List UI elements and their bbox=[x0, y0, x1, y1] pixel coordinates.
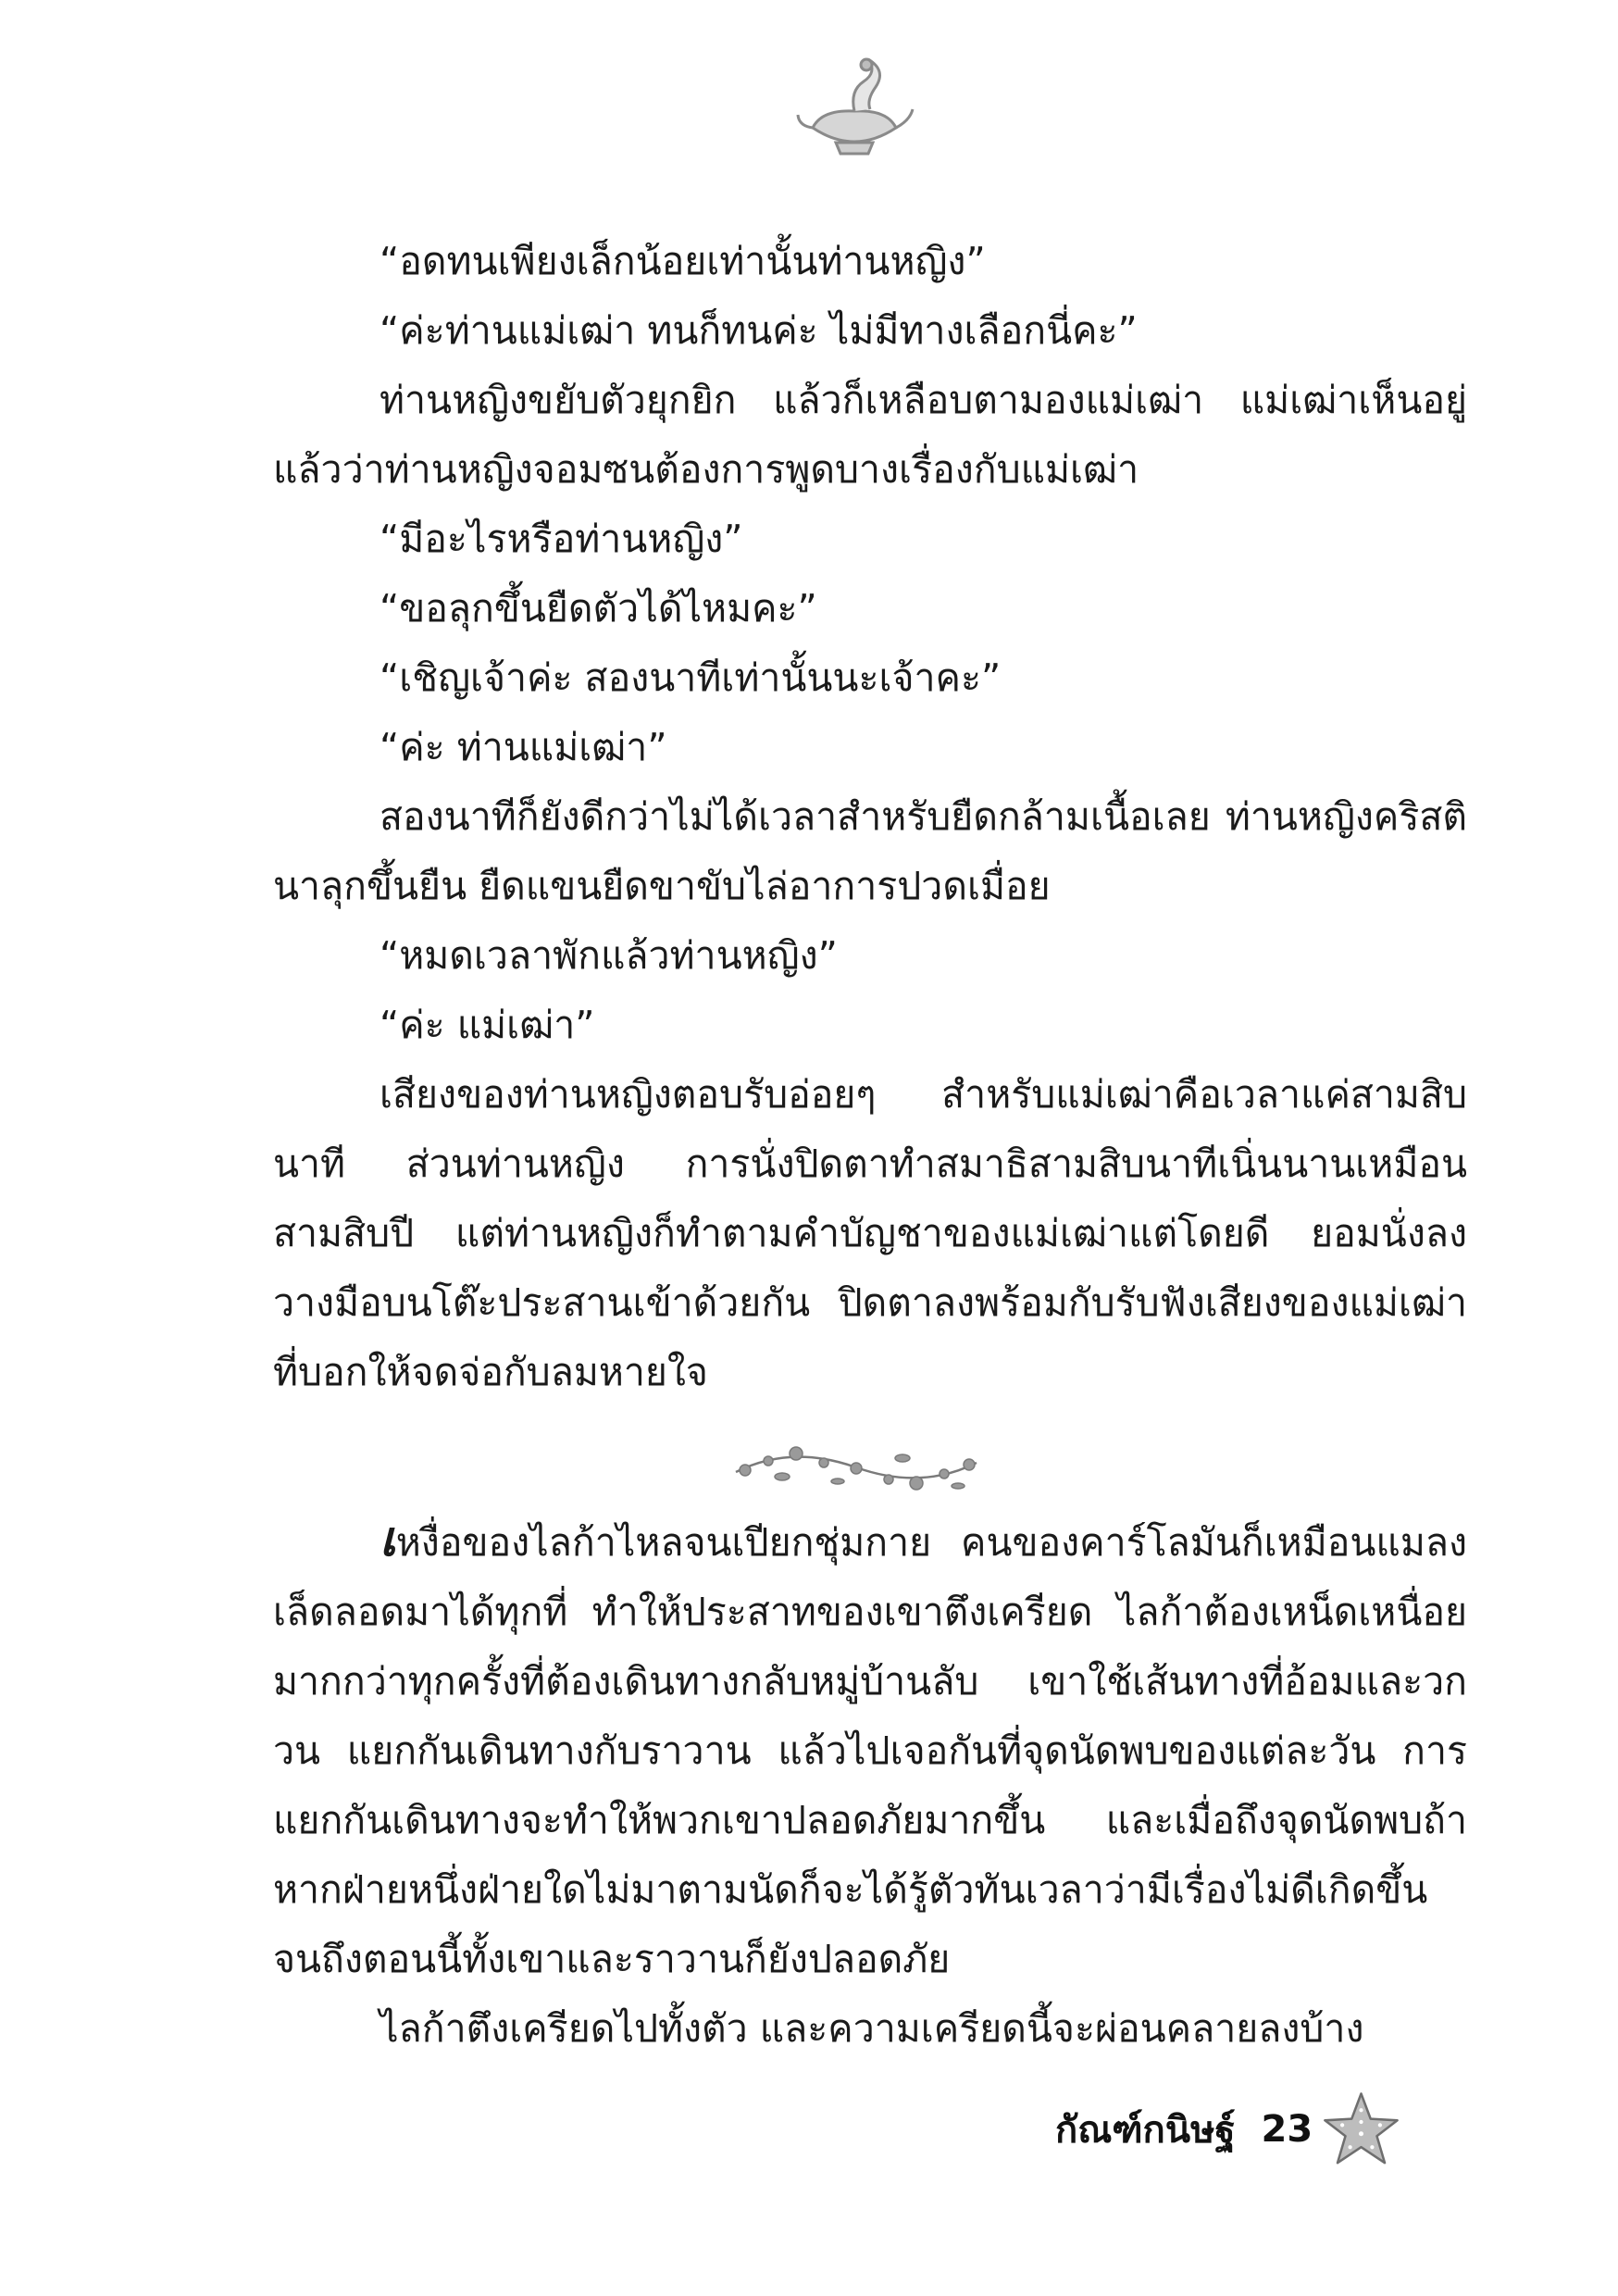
paragraph: สองนาทีก็ยังดีกว่าไม่ได้เวลาสำหรับยืดกล้ามเนื้อเลย ท่านหญิงคริสตินาลุกขึ้นยืน ยืดแขนยืดขาขับไล่อาการปวดเมื่อย bbox=[273, 794, 1467, 908]
starfish-icon bbox=[1322, 2090, 1400, 2169]
paragraph-with-dropcap bbox=[273, 1504, 1467, 1994]
paragraph: ไลก้าตึงเครียดไปทั้งตัว และความเครียดนี้จะผ่อนคลายลงบ้าง bbox=[380, 2006, 1364, 2051]
paragraph: “ค่ะ แม่เฒ่า” bbox=[380, 1003, 595, 1047]
paragraph: เสียงของท่านหญิงตอบรับอ่อยๆ สำหรับแม่เฒ่าคือเวลาแค่สามสิบนาที ส่วนท่านหญิง การนั่งปิดตาทำสมาธิสามสิบนาทีเนิ่นนานเหมือนสามสิบปี แต่ท่านหญิงก็ทำตามคำบัญชาของแม่เฒ่าแต่โดยดี ยอมนั่งลงวางมือบนโต๊ะประสานเข้าด้วยกัน ปิดตาลงพร้อมกับรับฟังเสียงของแม่เฒ่าที่บอกให้จดจ่อกับลมหายใจ bbox=[273, 1072, 1467, 1394]
paragraph: “ขอลุกขึ้นยืดตัวได้ไหมคะ” bbox=[380, 586, 817, 630]
paragraph: “อดทนเพียงเล็กน้อยเท่านั้นท่านหญิง” bbox=[380, 239, 986, 283]
page-number: 23 bbox=[1261, 2108, 1313, 2151]
drop-cap: เ bbox=[380, 1511, 396, 1567]
paragraph: “มีอะไรหรือท่านหญิง” bbox=[380, 517, 743, 561]
paragraph: “เชิญเจ้าค่ะ สองนาทีเท่านั้นนะเจ้าคะ” bbox=[380, 655, 1002, 700]
paragraph: “ค่ะ ท่านแม่เฒ่า” bbox=[380, 725, 667, 769]
author-name: กัณฑ์กนิษฐ์ bbox=[1055, 2109, 1236, 2152]
section-two-text bbox=[273, 1504, 1467, 2064]
paragraph: “หมดเวลาพักแล้วท่านหญิง” bbox=[380, 933, 838, 978]
section-one-text bbox=[273, 227, 1467, 1407]
paragraph: ท่านหญิงขยับตัวยุกยิก แล้วก็เหลือบตามองแม่เฒ่า แม่เฒ่าเห็นอยู่แล้วว่าท่านหญิงจอมซนต้องการพูดบางเรื่องกับแม่เฒ่า bbox=[273, 378, 1467, 492]
page-footer bbox=[1055, 2088, 1400, 2171]
paragraph: “ค่ะท่านแม่เฒ่า ทนก็ทนค่ะ ไม่มีทางเลือกนี่คะ” bbox=[380, 308, 1138, 353]
genie-lamp-icon bbox=[794, 54, 915, 165]
paragraph-body: หงื่อของไลก้าไหลจนเปียกชุ่มกาย คนของคาร์โลมันก็เหมือนแมลงเล็ดลอดมาได้ทุกที่ ทำให้ประสาทของเขาตึงเครียด ไลก้าต้องเหน็ดเหนื่อยมากกว่าทุกครั้งที่ต้องเดินทางกลับหมู่บ้านลับ เขาใช้เส้นทางที่อ้อมและวกวน แยกกันเดินทางกับราวาน แล้วไปเจอกันที่จุดนัดพบของแต่ละวัน การแยกกันเดินทางจะทำให้พวกเขาปลอดภัยมากขึ้น และเมื่อถึงจุดนัดพบถ้าหากฝ่ายหนึ่งฝ่ายใดไม่มาตามนัดก็จะได้รู้ตัวทันเวลาว่ามีเรื่องไม่ดีเกิดขึ้นจนถึงตอนนี้ทั้งเขาและราวานก็ยังปลอดภัย bbox=[273, 1520, 1467, 1981]
floral-divider-icon bbox=[717, 1435, 995, 1500]
